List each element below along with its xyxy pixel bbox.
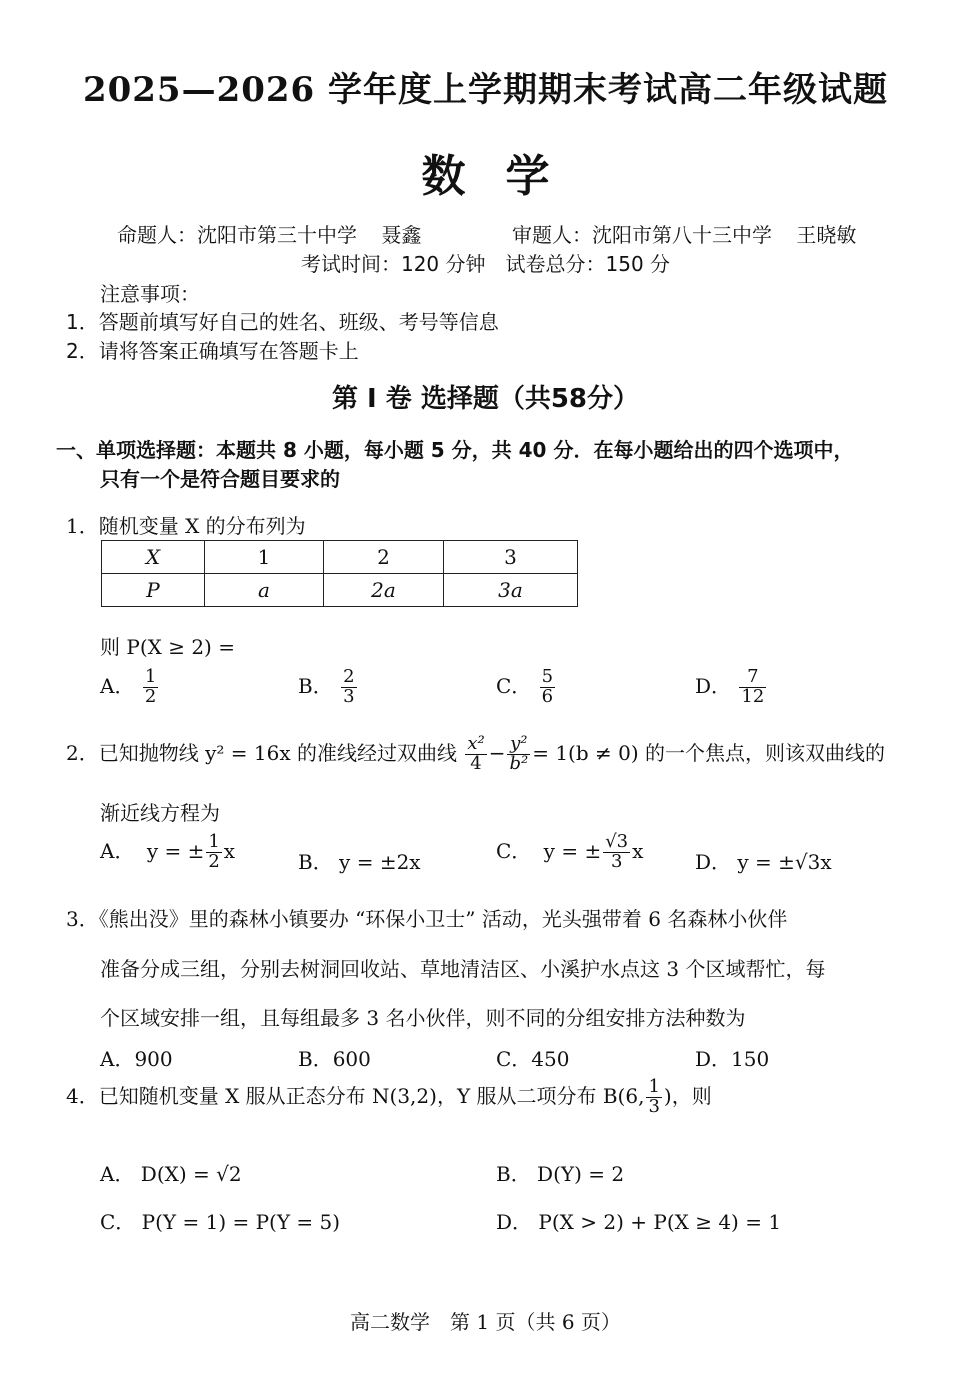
q2-condition: = 1(b ≠ 0) — [532, 740, 639, 765]
author-name: 聂鑫 — [381, 223, 422, 247]
table-cell: P — [102, 574, 205, 607]
q3-line1: 3．《熊出没》里的森林小镇要办 “环保小卫士” 活动，光头强带着 6 名森林小伙伴 — [66, 907, 788, 931]
q4-option-d: D． P(X > 2) + P(X ≥ 4) = 1 — [496, 1210, 782, 1234]
q3-option-d: D．150 — [695, 1047, 770, 1071]
exam-title: 2025—2026 学年度上学期期末考试高二年级试题 — [82, 70, 889, 110]
denominator: 2 — [208, 850, 220, 872]
fraction — [603, 833, 630, 872]
section-title: 第 I 卷 选择题（共58分） — [331, 384, 639, 414]
reviewer-line — [512, 219, 856, 248]
fraction — [465, 735, 486, 774]
option-label: A． — [100, 673, 135, 698]
table-cell: 2a — [324, 574, 444, 607]
fraction — [341, 668, 356, 707]
q3-option-a: A．900 — [100, 1047, 173, 1071]
author-label: 命题人：沈阳市第三十中学 — [117, 223, 357, 247]
option-text: x — [223, 838, 236, 863]
q4-option-c: C． P(Y = 1) = P(Y = 5) — [100, 1210, 341, 1234]
fraction — [646, 1078, 661, 1117]
part-instruction-line1: 一、单项选择题：本题共 8 小题，每小题 5 分，共 40 分．在每小题给出的四个选项中， — [56, 438, 854, 462]
exam-info: 考试时间：120 分钟 试卷总分：150 分 — [300, 252, 671, 276]
q4-stem — [66, 1078, 712, 1117]
q3-option-c: C．450 — [496, 1047, 570, 1071]
page-footer: 高二数学 第 1 页（共 6 页） — [350, 1310, 621, 1334]
table-cell: 1 — [205, 541, 324, 574]
q2-option-b: B． y = ±2x — [298, 850, 421, 874]
table-cell: a — [205, 574, 324, 607]
minus-sign: − — [488, 740, 506, 765]
option-label: A． — [100, 838, 135, 863]
note-item-1: 1．答题前填写好自己的姓名、班级、考号等信息 — [66, 310, 499, 334]
denominator: b² — [509, 752, 529, 774]
q4-option-a: A． D(X) = √2 — [100, 1162, 242, 1186]
q1-ask: 则 P(X ≥ 2) = — [100, 635, 235, 659]
numerator: 1 — [144, 666, 157, 687]
q1-option-c — [496, 668, 557, 707]
table-row — [102, 541, 578, 574]
denominator: 4 — [470, 752, 482, 774]
q2-line2: 渐近线方程为 — [100, 801, 220, 825]
denominator: 3 — [343, 685, 355, 707]
denominator: 3 — [648, 1095, 660, 1117]
reviewer-label: 审题人：沈阳市第八十三中学 — [512, 223, 772, 247]
q1-option-a — [100, 668, 160, 707]
table-cell: 2 — [324, 541, 444, 574]
numerator: 1 — [648, 1076, 660, 1097]
fraction — [507, 735, 530, 774]
q3-line3: 个区域安排一组，且每组最多 3 名小伙伴，则不同的分组安排方法种数为 — [100, 1006, 746, 1030]
distribution-table — [101, 540, 578, 607]
q1-option-d — [695, 668, 768, 707]
denominator: 3 — [610, 850, 623, 872]
option-label: B． — [298, 673, 333, 698]
q3-option-b: B．600 — [298, 1047, 371, 1071]
option-text: x — [632, 838, 644, 863]
q1-stem: 1．随机变量 X 的分布列为 — [66, 514, 306, 538]
numerator: 5 — [541, 666, 554, 687]
option-label: D． — [695, 673, 732, 698]
denominator: 2 — [144, 685, 157, 707]
fraction — [206, 833, 221, 872]
q2-text-part1: 2．已知抛物线 y² = 16x 的准线经过双曲线 — [66, 740, 457, 765]
denominator: 12 — [741, 685, 765, 707]
fraction — [143, 668, 158, 707]
fraction — [739, 668, 766, 707]
reviewer-name: 王晓敏 — [796, 223, 857, 247]
notes-heading: 注意事项： — [100, 282, 200, 306]
q2-stem — [66, 735, 885, 774]
option-label: C． — [496, 838, 532, 863]
table-row — [102, 574, 578, 607]
q2-option-a — [100, 833, 235, 872]
numerator: 1 — [208, 831, 220, 852]
author-line — [117, 219, 421, 248]
q2-option-d: D． y = ±√3x — [695, 850, 832, 874]
q3-line2: 准备分成三组，分别去树洞回收站、草地清洁区、小溪护水点这 3 个区域帮忙，每 — [100, 957, 826, 981]
numerator: √3 — [605, 831, 629, 852]
numerator: y² — [507, 735, 530, 755]
option-text: y = ± — [543, 838, 602, 863]
part-instruction-line2: 只有一个是符合题目要求的 — [100, 467, 340, 491]
q1-option-b — [298, 668, 359, 707]
q4-option-b: B． D(Y) = 2 — [496, 1162, 625, 1186]
denominator: 6 — [541, 685, 554, 707]
numerator: 7 — [739, 668, 766, 688]
option-label: C． — [496, 673, 532, 698]
fraction — [540, 668, 555, 707]
table-cell: X — [102, 541, 205, 574]
table-cell: 3a — [444, 574, 578, 607]
q4-text-part2: )，则 — [663, 1083, 712, 1108]
table-cell: 3 — [444, 541, 578, 574]
note-item-2: 2．请将答案正确填写在答题卡上 — [66, 339, 359, 363]
q2-option-c — [496, 833, 643, 872]
q2-text-part2: 的一个焦点，则该双曲线的 — [645, 740, 886, 765]
subject-title: 数学 — [421, 151, 590, 202]
q4-text-part1: 4．已知随机变量 X 服从正态分布 N(3,2)，Y 服从二项分布 B(6, — [66, 1083, 645, 1108]
numerator: x² — [467, 733, 485, 754]
numerator: 2 — [343, 666, 355, 687]
option-text: y = ± — [146, 838, 205, 863]
